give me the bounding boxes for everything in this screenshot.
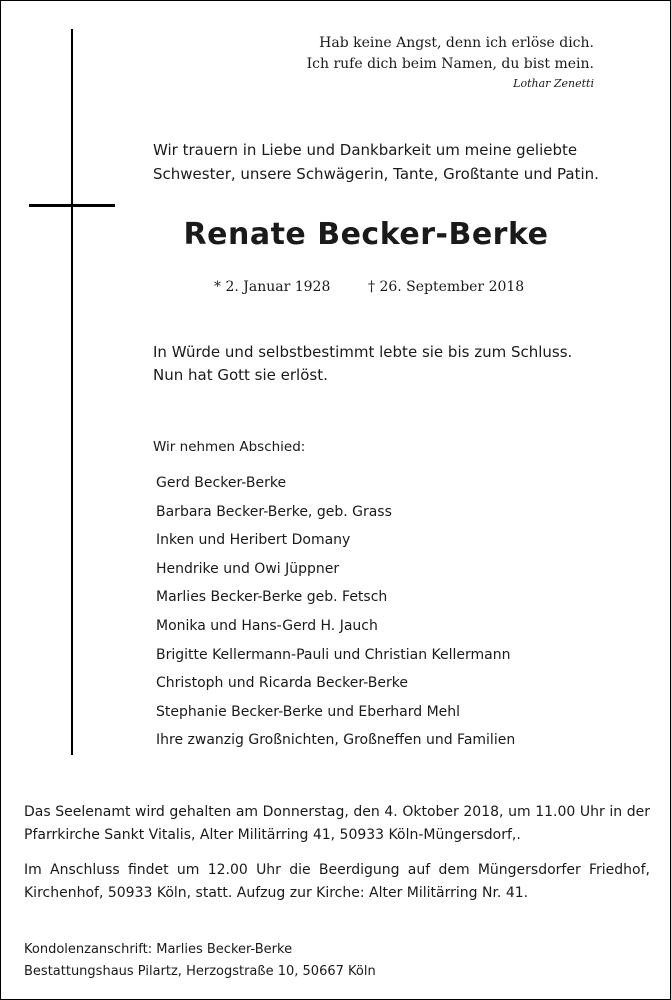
mourner-item: Ihre zwanzig Großnichten, Großneffen und Familien [156, 732, 516, 749]
intro-text [153, 138, 599, 186]
requiem-info: Das Seelenamt wird gehalten am Donnerstag, den 4. Oktober 2018, um 11.00 Uhr in der Pfarrkirche Sankt Vitalis, Alter Militärring 41, 50933 Köln-Müngersdorf,. [24, 804, 650, 843]
memorial-quote [153, 341, 572, 387]
motto-verse [307, 33, 594, 91]
intro-line-1: Wir trauern in Liebe und Dankbarkeit um meine geliebte [153, 141, 578, 159]
birth-date: * 2. Januar 1928 [214, 279, 331, 295]
cross-horizontal-bar [29, 204, 115, 207]
intro-line-2: Schwester, unsere Schwägerin, Tante, Großtante und Patin. [153, 165, 599, 183]
death-date: † 26. September 2018 [368, 279, 525, 295]
motto-line-2: Ich rufe dich beim Namen, du bist mein. [306, 56, 594, 72]
cross-vertical-bar [71, 29, 73, 755]
mourner-item: Barbara Becker-Berke, geb. Grass [156, 503, 392, 520]
mourner-item: Monika und Hans-Gerd H. Jauch [156, 617, 378, 634]
mourner-item: Brigitte Kellermann-Pauli und Christian Kellermann [156, 646, 511, 663]
mourner-item: Hendrike und Owi Jüppner [156, 560, 340, 577]
condolence-address [24, 939, 376, 983]
mourner-item: Marlies Becker-Berke geb. Fetsch [156, 589, 388, 606]
mourner-item: Gerd Becker-Berke [156, 475, 287, 491]
quote-line-2: Nun hat Gott sie erlöst. [153, 366, 328, 384]
burial-info: Im Anschluss findet um 12.00 Uhr die Beerdigung auf dem Müngersdorfer Friedhof, Kirchenhof, 50933 Köln, statt. Aufzug zur Kirche: Alter Militärring Nr. 41. [24, 862, 650, 901]
mourner-item: Stephanie Becker-Berke und Eberhard Mehl [156, 703, 461, 720]
deceased-name: Renate Becker-Berke [183, 217, 549, 252]
contact-line-1: Kondolenzanschrift: Marlies Becker-Berke [24, 942, 293, 957]
quote-line-1: In Würde und selbstbestimmt lebte sie bis zum Schluss. [153, 343, 573, 361]
motto-author: Lothar Zenetti [513, 77, 594, 90]
motto-line-1: Hab keine Angst, denn ich erlöse dich. [319, 35, 594, 51]
mourner-item: Christoph und Ricarda Becker-Berke [156, 675, 408, 692]
mourners-list [156, 469, 515, 755]
mourner-item: Inken und Heribert Domany [156, 532, 351, 549]
contact-line-2: Bestattungshaus Pilartz, Herzogstraße 10, 50667 Köln [24, 964, 376, 979]
farewell-label: Wir nehmen Abschied: [153, 439, 306, 455]
